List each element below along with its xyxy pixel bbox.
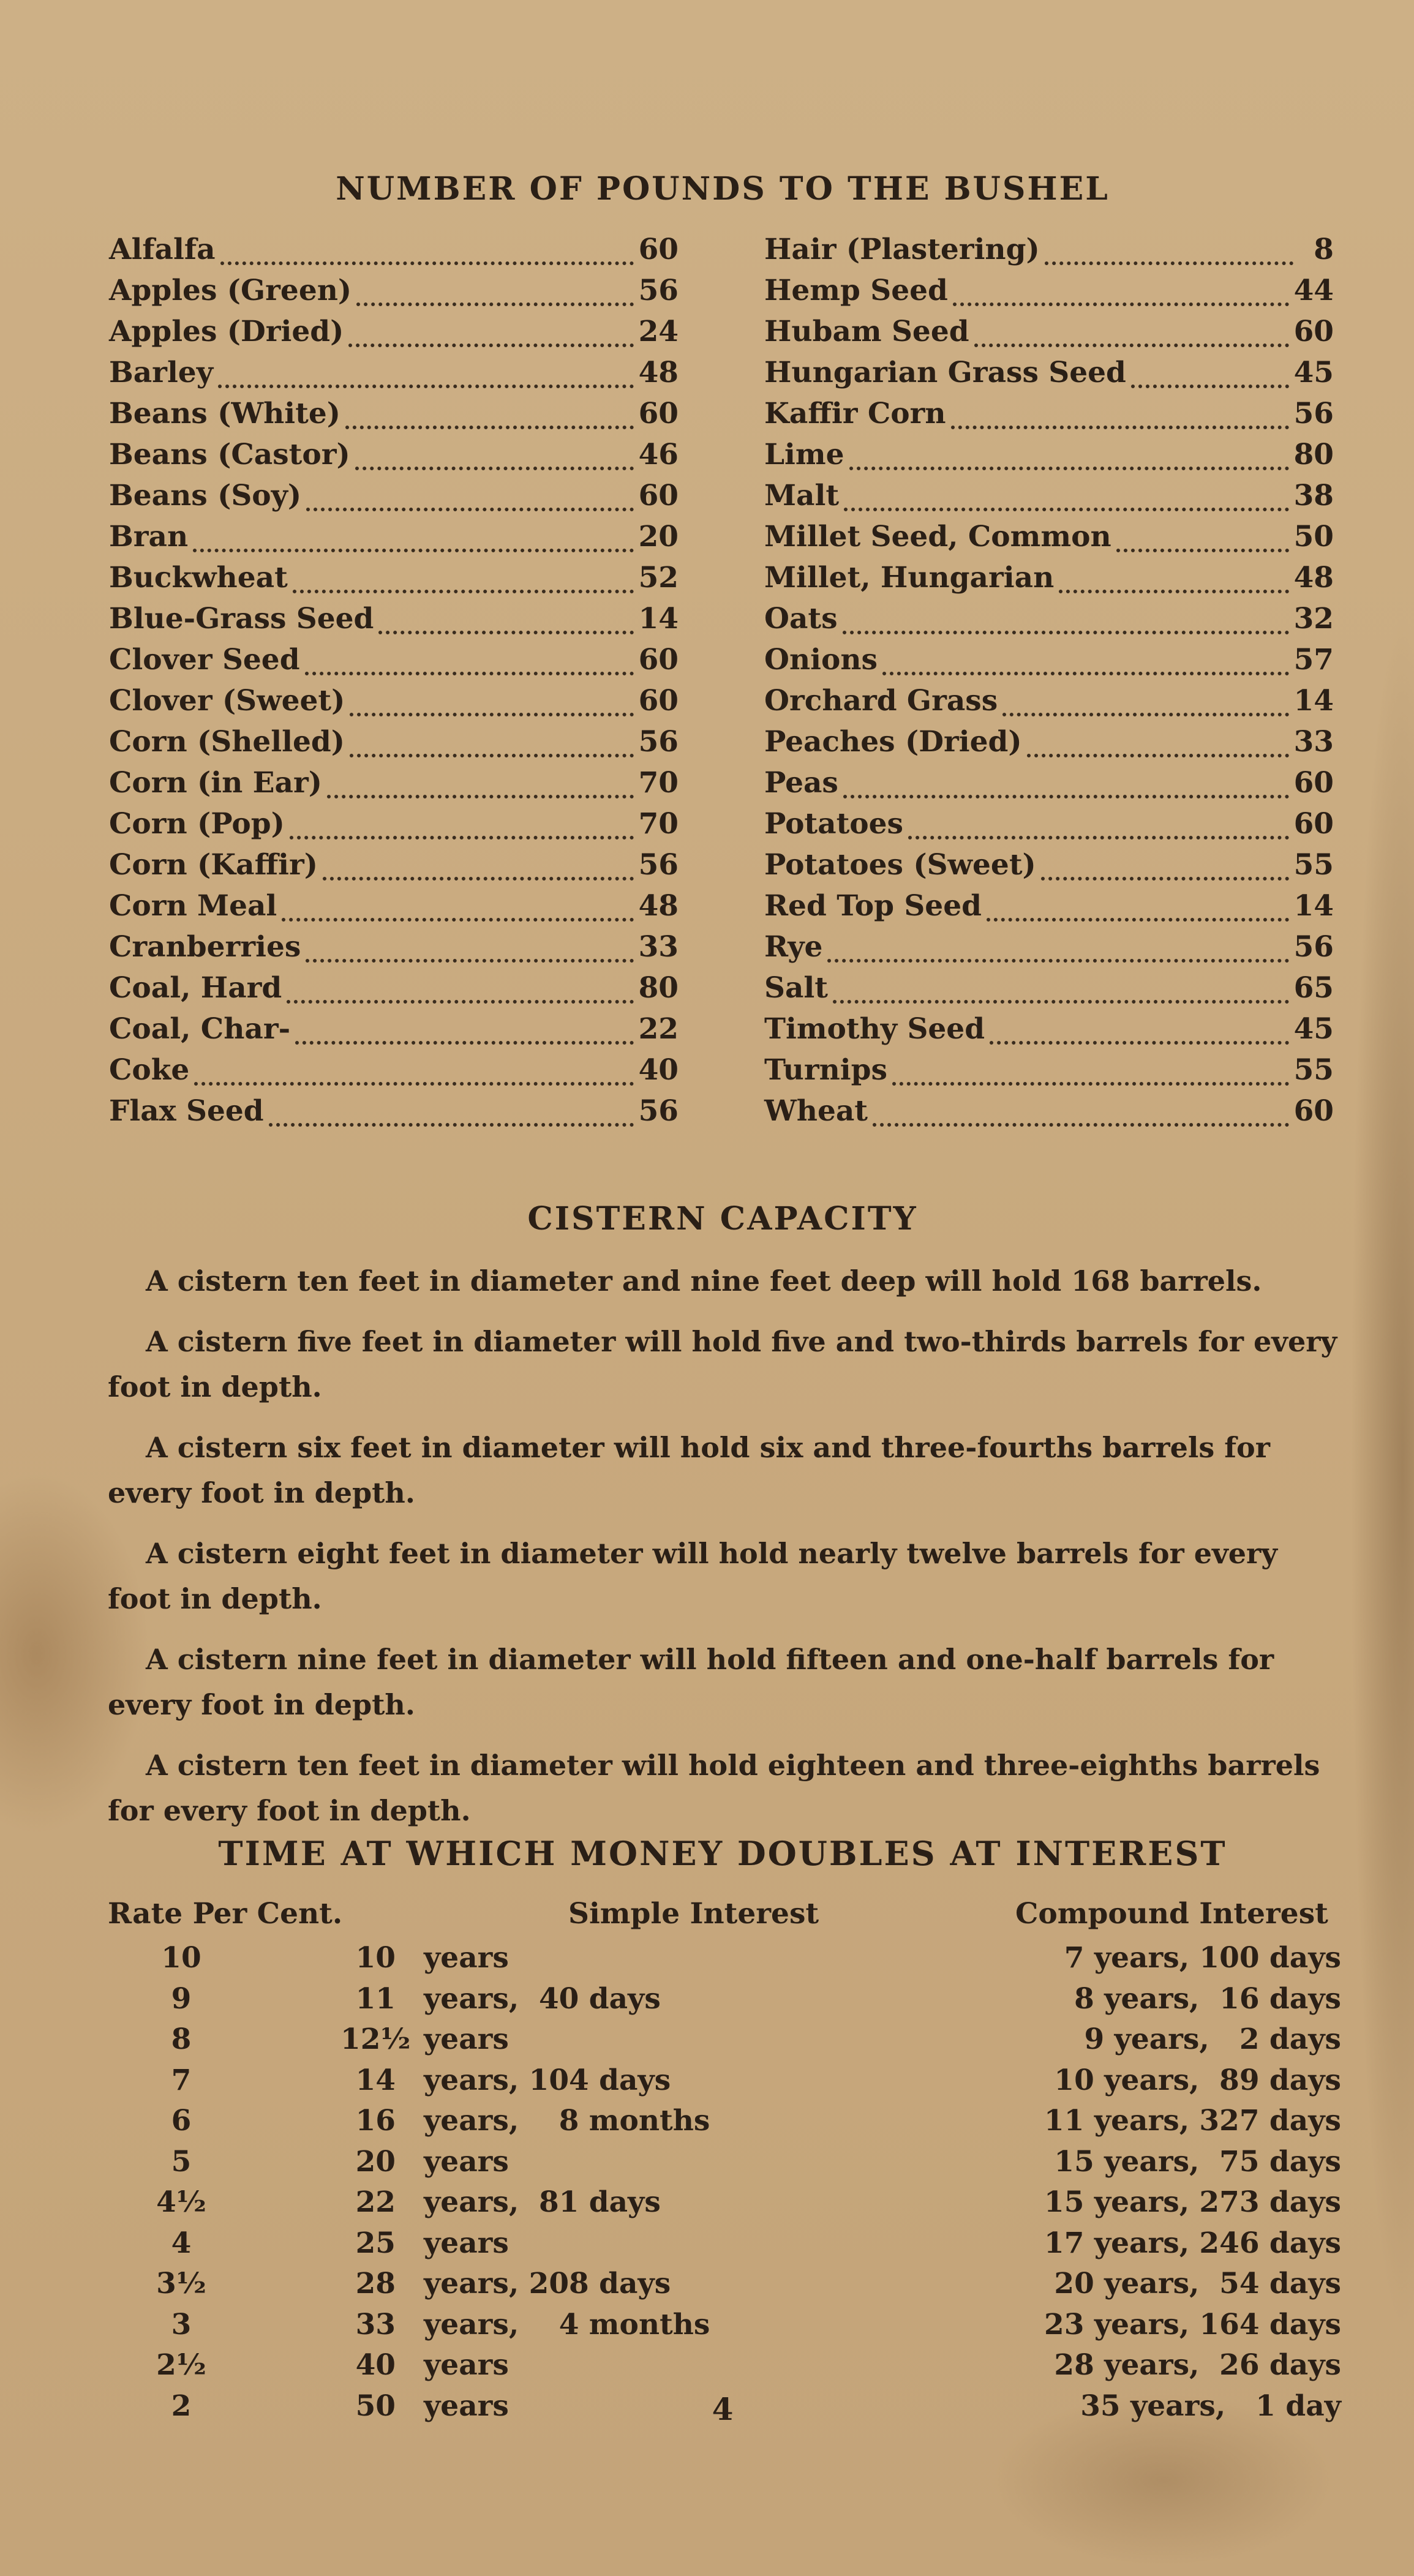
rate-cell: 7 bbox=[171, 2063, 192, 2097]
table-row bbox=[108, 2063, 1341, 2105]
years-cell: 40 bbox=[355, 2348, 396, 2382]
simple-text: years bbox=[424, 2389, 509, 2423]
item-name: Onions bbox=[764, 643, 878, 677]
list-item bbox=[764, 356, 1334, 397]
page-number: 4 bbox=[712, 2391, 734, 2427]
table-row bbox=[108, 2145, 1341, 2186]
item-value: 50 bbox=[1293, 520, 1334, 554]
dot-leader bbox=[844, 508, 1289, 511]
dot-leader bbox=[843, 631, 1289, 634]
simple-text: years bbox=[424, 1941, 509, 1975]
dot-leader bbox=[355, 467, 634, 470]
item-value: 14 bbox=[1293, 684, 1334, 718]
compound-cell: 9 years, 2 days bbox=[1084, 2022, 1341, 2056]
list-item bbox=[764, 274, 1334, 315]
list-item bbox=[764, 397, 1334, 438]
item-value: 60 bbox=[638, 479, 679, 513]
dot-leader bbox=[1045, 261, 1293, 265]
rate-cell: 10 bbox=[161, 1941, 201, 1975]
years-cell: 28 bbox=[355, 2267, 396, 2300]
table-row bbox=[108, 1941, 1341, 1982]
list-item bbox=[764, 930, 1334, 971]
item-value: 22 bbox=[638, 1012, 679, 1046]
item-name: Bran bbox=[109, 520, 189, 554]
dot-leader bbox=[305, 672, 634, 675]
item-value: 56 bbox=[638, 848, 679, 882]
item-value: 60 bbox=[1293, 807, 1334, 841]
dot-leader bbox=[1059, 590, 1288, 593]
rate-cell: 4 bbox=[171, 2226, 192, 2260]
list-item bbox=[764, 315, 1334, 356]
compound-cell: 10 years, 89 days bbox=[1054, 2063, 1341, 2097]
list-item bbox=[109, 397, 679, 438]
item-name: Rye bbox=[764, 930, 823, 964]
dot-leader bbox=[348, 344, 633, 347]
list-item bbox=[109, 233, 679, 274]
col-compound-header: Compound Interest bbox=[1015, 1897, 1328, 1931]
list-item bbox=[764, 438, 1334, 479]
list-item bbox=[764, 561, 1334, 602]
item-name: Orchard Grass bbox=[764, 684, 998, 718]
item-value: 14 bbox=[638, 602, 679, 636]
dot-leader bbox=[1027, 754, 1289, 757]
dot-leader bbox=[833, 1000, 1289, 1004]
item-name: Lime bbox=[764, 438, 844, 471]
dot-leader bbox=[350, 754, 634, 757]
list-item bbox=[109, 602, 679, 643]
item-name: Blue-Grass Seed bbox=[109, 602, 374, 636]
item-name: Beans (White) bbox=[109, 397, 340, 430]
rate-cell: 3 bbox=[171, 2307, 192, 2341]
list-item bbox=[109, 766, 679, 807]
list-item bbox=[764, 807, 1334, 848]
item-value: 45 bbox=[1293, 1012, 1334, 1046]
years-cell: 14 bbox=[355, 2063, 396, 2097]
cistern-title: CISTERN CAPACITY bbox=[527, 1200, 918, 1237]
item-name: Potatoes (Sweet) bbox=[764, 848, 1036, 882]
table-row bbox=[108, 2226, 1341, 2267]
item-name: Millet, Hungarian bbox=[764, 561, 1055, 595]
item-name: Peaches (Dried) bbox=[764, 725, 1022, 759]
item-name: Cranberries bbox=[109, 930, 301, 964]
simple-text: years, 104 days bbox=[424, 2063, 671, 2097]
dot-leader bbox=[193, 549, 633, 552]
cistern-paragraph: A cistern six feet in diameter will hold six and three-fourths barrels for every foot in depth. bbox=[108, 1431, 1270, 1509]
item-value: 60 bbox=[1293, 766, 1334, 800]
dot-leader bbox=[953, 302, 1289, 306]
compound-cell: 20 years, 54 days bbox=[1054, 2267, 1341, 2300]
item-name: Kaffir Corn bbox=[764, 397, 946, 430]
list-item bbox=[764, 684, 1334, 725]
compound-cell: 23 years, 164 days bbox=[1044, 2307, 1341, 2341]
item-value: 56 bbox=[638, 274, 679, 307]
simple-text: years bbox=[424, 2226, 509, 2260]
item-value: 57 bbox=[1293, 643, 1334, 677]
item-value: 38 bbox=[1293, 479, 1334, 513]
dot-leader bbox=[990, 1041, 1289, 1045]
list-item bbox=[109, 356, 679, 397]
dot-leader bbox=[908, 836, 1289, 839]
cistern-paragraph: A cistern ten feet in diameter will hold eighteen and three-eighths barrels for every foot in depth. bbox=[108, 1749, 1320, 1827]
item-name: Buckwheat bbox=[109, 561, 288, 595]
dot-leader bbox=[987, 918, 1289, 922]
table-row bbox=[108, 2308, 1341, 2349]
dot-leader bbox=[873, 1123, 1289, 1127]
list-item bbox=[109, 725, 679, 766]
list-item bbox=[109, 274, 679, 315]
years-cell: 50 bbox=[355, 2389, 396, 2423]
rate-cell: 2 bbox=[171, 2389, 192, 2423]
dot-leader bbox=[306, 959, 633, 963]
item-name: Wheat bbox=[764, 1094, 868, 1128]
dot-leader bbox=[327, 795, 634, 798]
cistern-paragraph: A cistern nine feet in diameter will hold fifteen and one-half barrels for every foot in depth. bbox=[108, 1643, 1274, 1721]
years-cell: 11 bbox=[355, 1981, 396, 2016]
list-item bbox=[109, 848, 679, 889]
item-value: 8 bbox=[1314, 233, 1334, 266]
compound-cell: 15 years, 273 days bbox=[1044, 2185, 1341, 2219]
item-name: Corn (Pop) bbox=[109, 807, 285, 841]
list-item bbox=[764, 766, 1334, 807]
item-name: Coal, Hard bbox=[109, 971, 282, 1005]
item-name: Alfalfa bbox=[109, 233, 216, 266]
list-item bbox=[109, 807, 679, 848]
list-item bbox=[109, 479, 679, 520]
item-name: Oats bbox=[764, 602, 838, 636]
bushel-list-left bbox=[109, 233, 679, 1135]
simple-text: years, 4 months bbox=[424, 2307, 710, 2341]
rate-cell: 2½ bbox=[156, 2348, 206, 2382]
item-name: Red Top Seed bbox=[764, 889, 982, 923]
list-item bbox=[764, 602, 1334, 643]
compound-cell: 11 years, 327 days bbox=[1044, 2104, 1341, 2138]
years-cell: 16 bbox=[355, 2104, 396, 2138]
interest-table bbox=[108, 1897, 1341, 2430]
cistern-paragraph: A cistern eight feet in diameter will hold nearly twelve barrels for every foot in depth. bbox=[108, 1537, 1277, 1615]
cistern-paragraph: A cistern ten feet in diameter and nine feet deep will hold 168 barrels. bbox=[146, 1264, 1262, 1297]
item-name: Clover (Sweet) bbox=[109, 684, 345, 718]
col-simple-header: Simple Interest bbox=[568, 1897, 819, 1931]
item-name: Hair (Plastering) bbox=[764, 233, 1040, 266]
bushel-list-right bbox=[764, 233, 1334, 1135]
item-name: Malt bbox=[764, 479, 840, 513]
item-value: 52 bbox=[638, 561, 679, 595]
dot-leader bbox=[282, 918, 633, 922]
item-name: Peas bbox=[764, 766, 838, 800]
list-item bbox=[109, 643, 679, 684]
rate-cell: 3½ bbox=[156, 2267, 206, 2300]
dot-leader bbox=[1002, 713, 1288, 716]
bushel-title: NUMBER OF POUNDS TO THE BUSHEL bbox=[336, 170, 1110, 208]
item-name: Turnips bbox=[764, 1053, 887, 1087]
rate-cell: 9 bbox=[171, 1981, 192, 2016]
item-value: 56 bbox=[638, 1094, 679, 1128]
dot-leader bbox=[323, 877, 634, 881]
dot-leader bbox=[269, 1123, 634, 1127]
table-row bbox=[108, 2267, 1341, 2308]
table-row bbox=[108, 2104, 1341, 2145]
rate-cell: 4½ bbox=[156, 2185, 206, 2219]
item-name: Millet Seed, Common bbox=[764, 520, 1111, 554]
item-value: 45 bbox=[1293, 356, 1334, 389]
dot-leader bbox=[293, 590, 634, 593]
item-name: Flax Seed bbox=[109, 1094, 264, 1128]
item-value: 48 bbox=[638, 889, 679, 923]
dot-leader bbox=[350, 713, 633, 716]
dot-leader bbox=[827, 959, 1288, 963]
dot-leader bbox=[378, 631, 633, 634]
item-value: 46 bbox=[638, 438, 679, 471]
list-item bbox=[764, 233, 1334, 274]
dot-leader bbox=[843, 795, 1289, 798]
item-value: 70 bbox=[638, 807, 679, 841]
dot-leader bbox=[287, 1000, 633, 1004]
table-row bbox=[108, 1982, 1341, 2023]
rate-cell: 8 bbox=[171, 2022, 192, 2056]
item-name: Hubam Seed bbox=[764, 315, 969, 348]
item-value: 65 bbox=[1293, 971, 1334, 1005]
item-value: 40 bbox=[638, 1053, 679, 1087]
item-value: 48 bbox=[1293, 561, 1334, 595]
dot-leader bbox=[218, 385, 634, 388]
list-item bbox=[109, 315, 679, 356]
item-name: Corn (in Ear) bbox=[109, 766, 322, 800]
simple-text: years, 8 months bbox=[424, 2104, 710, 2138]
compound-cell: 8 years, 16 days bbox=[1074, 1981, 1341, 2016]
list-item bbox=[764, 479, 1334, 520]
item-name: Beans (Castor) bbox=[109, 438, 350, 471]
simple-text: years bbox=[424, 2022, 509, 2056]
item-value: 56 bbox=[1293, 930, 1334, 964]
item-name: Coal, Char- bbox=[109, 1012, 291, 1046]
cistern-paragraph: A cistern five feet in diameter will hold five and two-thirds barrels for every foot in depth. bbox=[108, 1325, 1337, 1403]
col-rate-header: Rate Per Cent. bbox=[108, 1897, 343, 1931]
dot-leader bbox=[220, 261, 634, 265]
item-value: 33 bbox=[638, 930, 679, 964]
item-name: Potatoes bbox=[764, 807, 904, 841]
list-item bbox=[764, 520, 1334, 561]
simple-text: years bbox=[424, 2348, 509, 2382]
item-value: 60 bbox=[638, 684, 679, 718]
dot-leader bbox=[306, 508, 633, 511]
years-cell: 20 bbox=[355, 2144, 396, 2179]
item-value: 60 bbox=[638, 643, 679, 677]
table-row bbox=[108, 2185, 1341, 2226]
interest-title: TIME AT WHICH MONEY DOUBLES AT INTEREST bbox=[218, 1834, 1227, 1873]
dot-leader bbox=[882, 672, 1289, 675]
compound-cell: 35 years, 1 day bbox=[1080, 2389, 1341, 2423]
dot-leader bbox=[194, 1082, 633, 1086]
list-item bbox=[764, 1012, 1334, 1053]
item-name: Clover Seed bbox=[109, 643, 300, 677]
list-item bbox=[764, 1053, 1334, 1094]
item-name: Hemp Seed bbox=[764, 274, 948, 307]
simple-text: years, 208 days bbox=[424, 2267, 671, 2300]
item-value: 55 bbox=[1293, 848, 1334, 882]
list-item bbox=[109, 438, 679, 479]
item-value: 24 bbox=[638, 315, 679, 348]
list-item bbox=[109, 1053, 679, 1094]
item-name: Corn (Shelled) bbox=[109, 725, 345, 759]
list-item bbox=[764, 889, 1334, 930]
item-value: 60 bbox=[638, 397, 679, 430]
years-cell: 12½ bbox=[340, 2022, 411, 2056]
item-value: 80 bbox=[638, 971, 679, 1005]
rate-cell: 5 bbox=[171, 2144, 192, 2179]
dot-leader bbox=[356, 302, 633, 306]
table-row bbox=[108, 2022, 1341, 2063]
dot-leader bbox=[892, 1082, 1289, 1086]
dot-leader bbox=[1131, 385, 1289, 388]
list-item bbox=[109, 684, 679, 725]
dot-leader bbox=[974, 344, 1289, 347]
years-cell: 10 bbox=[355, 1941, 396, 1975]
item-value: 48 bbox=[638, 356, 679, 389]
item-name: Barley bbox=[109, 356, 214, 389]
compound-cell: 28 years, 26 days bbox=[1054, 2348, 1341, 2382]
item-value: 60 bbox=[1293, 1094, 1334, 1128]
list-item bbox=[764, 643, 1334, 684]
item-value: 56 bbox=[1293, 397, 1334, 430]
list-item bbox=[109, 930, 679, 971]
item-value: 70 bbox=[638, 766, 679, 800]
item-value: 80 bbox=[1293, 438, 1334, 471]
dot-leader bbox=[290, 836, 634, 839]
item-value: 32 bbox=[1293, 602, 1334, 636]
item-name: Hungarian Grass Seed bbox=[764, 356, 1126, 389]
item-name: Timothy Seed bbox=[764, 1012, 985, 1046]
simple-text: years bbox=[424, 2144, 509, 2179]
item-value: 20 bbox=[638, 520, 679, 554]
list-item bbox=[764, 725, 1334, 766]
item-name: Corn Meal bbox=[109, 889, 277, 923]
list-item bbox=[109, 520, 679, 561]
simple-text: years, 81 days bbox=[424, 2185, 661, 2219]
item-name: Apples (Dried) bbox=[109, 315, 344, 348]
dot-leader bbox=[295, 1041, 634, 1045]
years-cell: 33 bbox=[355, 2307, 396, 2341]
item-name: Apples (Green) bbox=[109, 274, 352, 307]
dot-leader bbox=[345, 426, 634, 429]
item-value: 55 bbox=[1293, 1053, 1334, 1087]
compound-cell: 7 years, 100 days bbox=[1064, 1941, 1341, 1975]
list-item bbox=[764, 848, 1334, 889]
list-item bbox=[764, 971, 1334, 1012]
item-value: 60 bbox=[1293, 315, 1334, 348]
years-cell: 25 bbox=[355, 2226, 396, 2260]
years-cell: 22 bbox=[355, 2185, 396, 2219]
item-value: 33 bbox=[1293, 725, 1334, 759]
dot-leader bbox=[1041, 877, 1289, 881]
table-row bbox=[108, 2348, 1341, 2389]
cistern-text bbox=[108, 1258, 1339, 1849]
item-name: Coke bbox=[109, 1053, 190, 1087]
list-item bbox=[764, 1094, 1334, 1135]
item-value: 44 bbox=[1293, 274, 1334, 307]
list-item bbox=[109, 561, 679, 602]
compound-cell: 17 years, 246 days bbox=[1044, 2226, 1341, 2260]
item-name: Corn (Kaffir) bbox=[109, 848, 318, 882]
list-item bbox=[109, 889, 679, 930]
interest-header bbox=[108, 1897, 1341, 1941]
item-name: Beans (Soy) bbox=[109, 479, 302, 513]
rate-cell: 6 bbox=[171, 2104, 192, 2138]
item-value: 60 bbox=[638, 233, 679, 266]
list-item bbox=[109, 971, 679, 1012]
compound-cell: 15 years, 75 days bbox=[1054, 2144, 1341, 2179]
list-item bbox=[109, 1012, 679, 1053]
item-value: 14 bbox=[1293, 889, 1334, 923]
dot-leader bbox=[951, 426, 1289, 429]
item-name: Salt bbox=[764, 971, 828, 1005]
list-item bbox=[109, 1094, 679, 1135]
dot-leader bbox=[1116, 549, 1289, 552]
simple-text: years, 40 days bbox=[424, 1981, 661, 2016]
dot-leader bbox=[849, 467, 1289, 470]
item-value: 56 bbox=[638, 725, 679, 759]
